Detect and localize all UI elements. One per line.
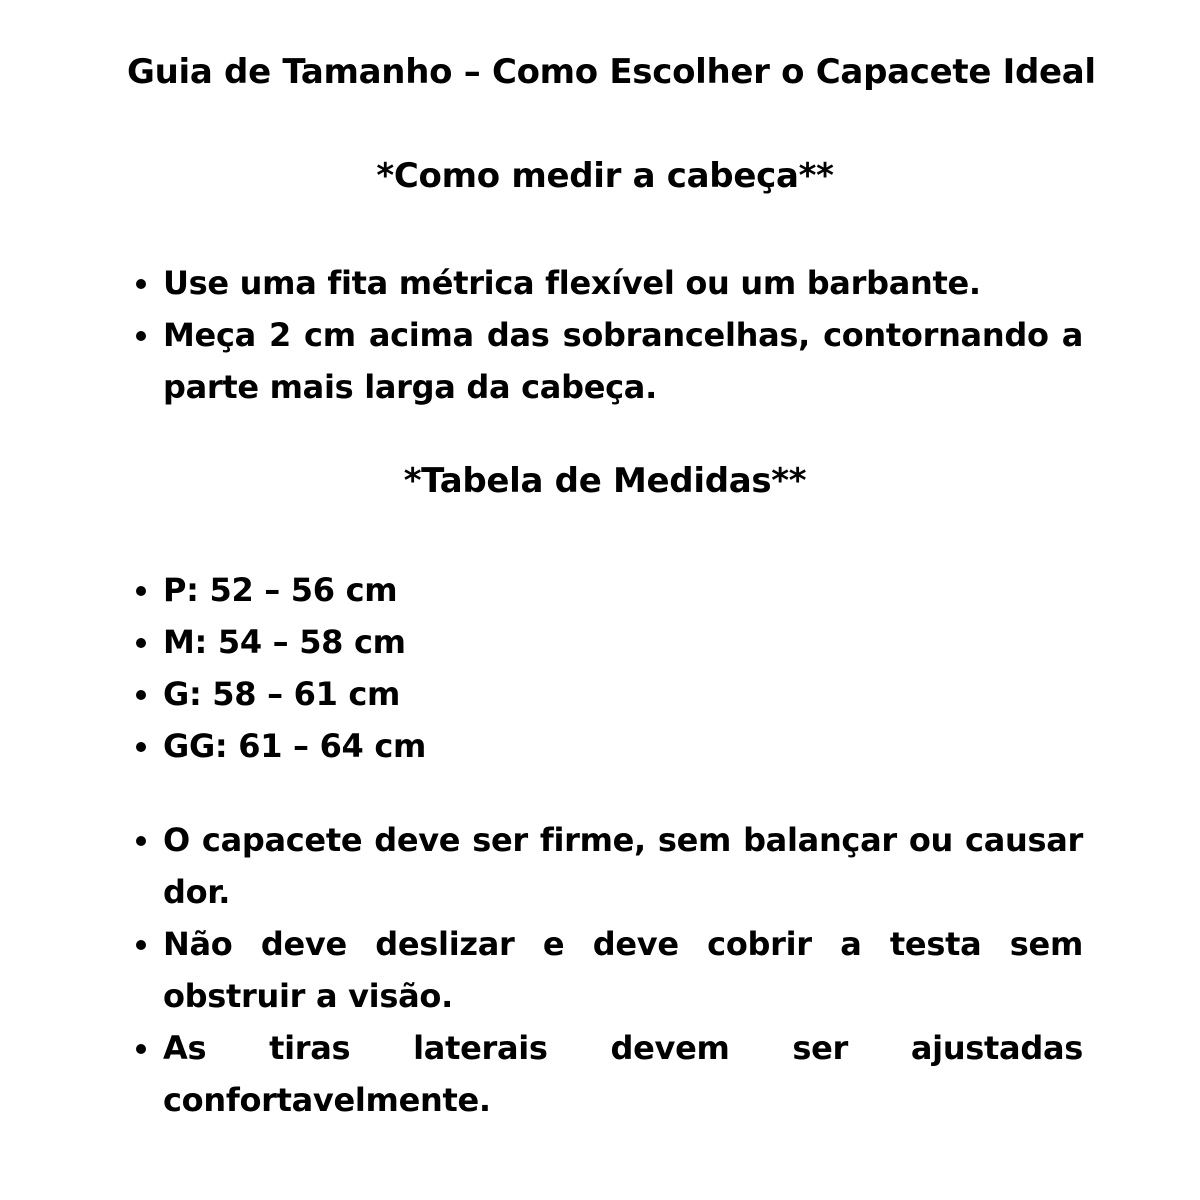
measure-bullet-list [127,257,1083,413]
bullet-item: • As tiras laterais devem ser ajustadas confortavelmente. [163,1022,1083,1126]
fit-bullet-list [127,814,1083,1126]
sizes-bullet-list [127,564,1083,772]
bullet-item: • Não deve deslizar e deve cobrir a testa sem obstruir a visão. [163,918,1083,1022]
bullet-item-size-gg: • GG: 61 – 64 cm [163,720,1083,772]
bullet-item: • Use uma fita métrica flexível ou um barbante. [163,257,1083,309]
bullet-item-size-g: • G: 58 – 61 cm [163,668,1083,720]
page-title: Guia de Tamanho – Como Escolher o Capacete Ideal [127,52,1096,92]
bullet-item-size-m: • M: 54 – 58 cm [163,616,1083,668]
bullet-item: • O capacete deve ser firme, sem balançar ou causar dor. [163,814,1083,918]
section-heading-measure: *Como medir a cabeça** [376,156,834,196]
bullet-item-size-p: • P: 52 – 56 cm [163,564,1083,616]
section-heading-sizes: *Tabela de Medidas** [403,461,807,501]
bullet-item: • Meça 2 cm acima das sobrancelhas, contornando a parte mais larga da cabeça. [163,309,1083,413]
